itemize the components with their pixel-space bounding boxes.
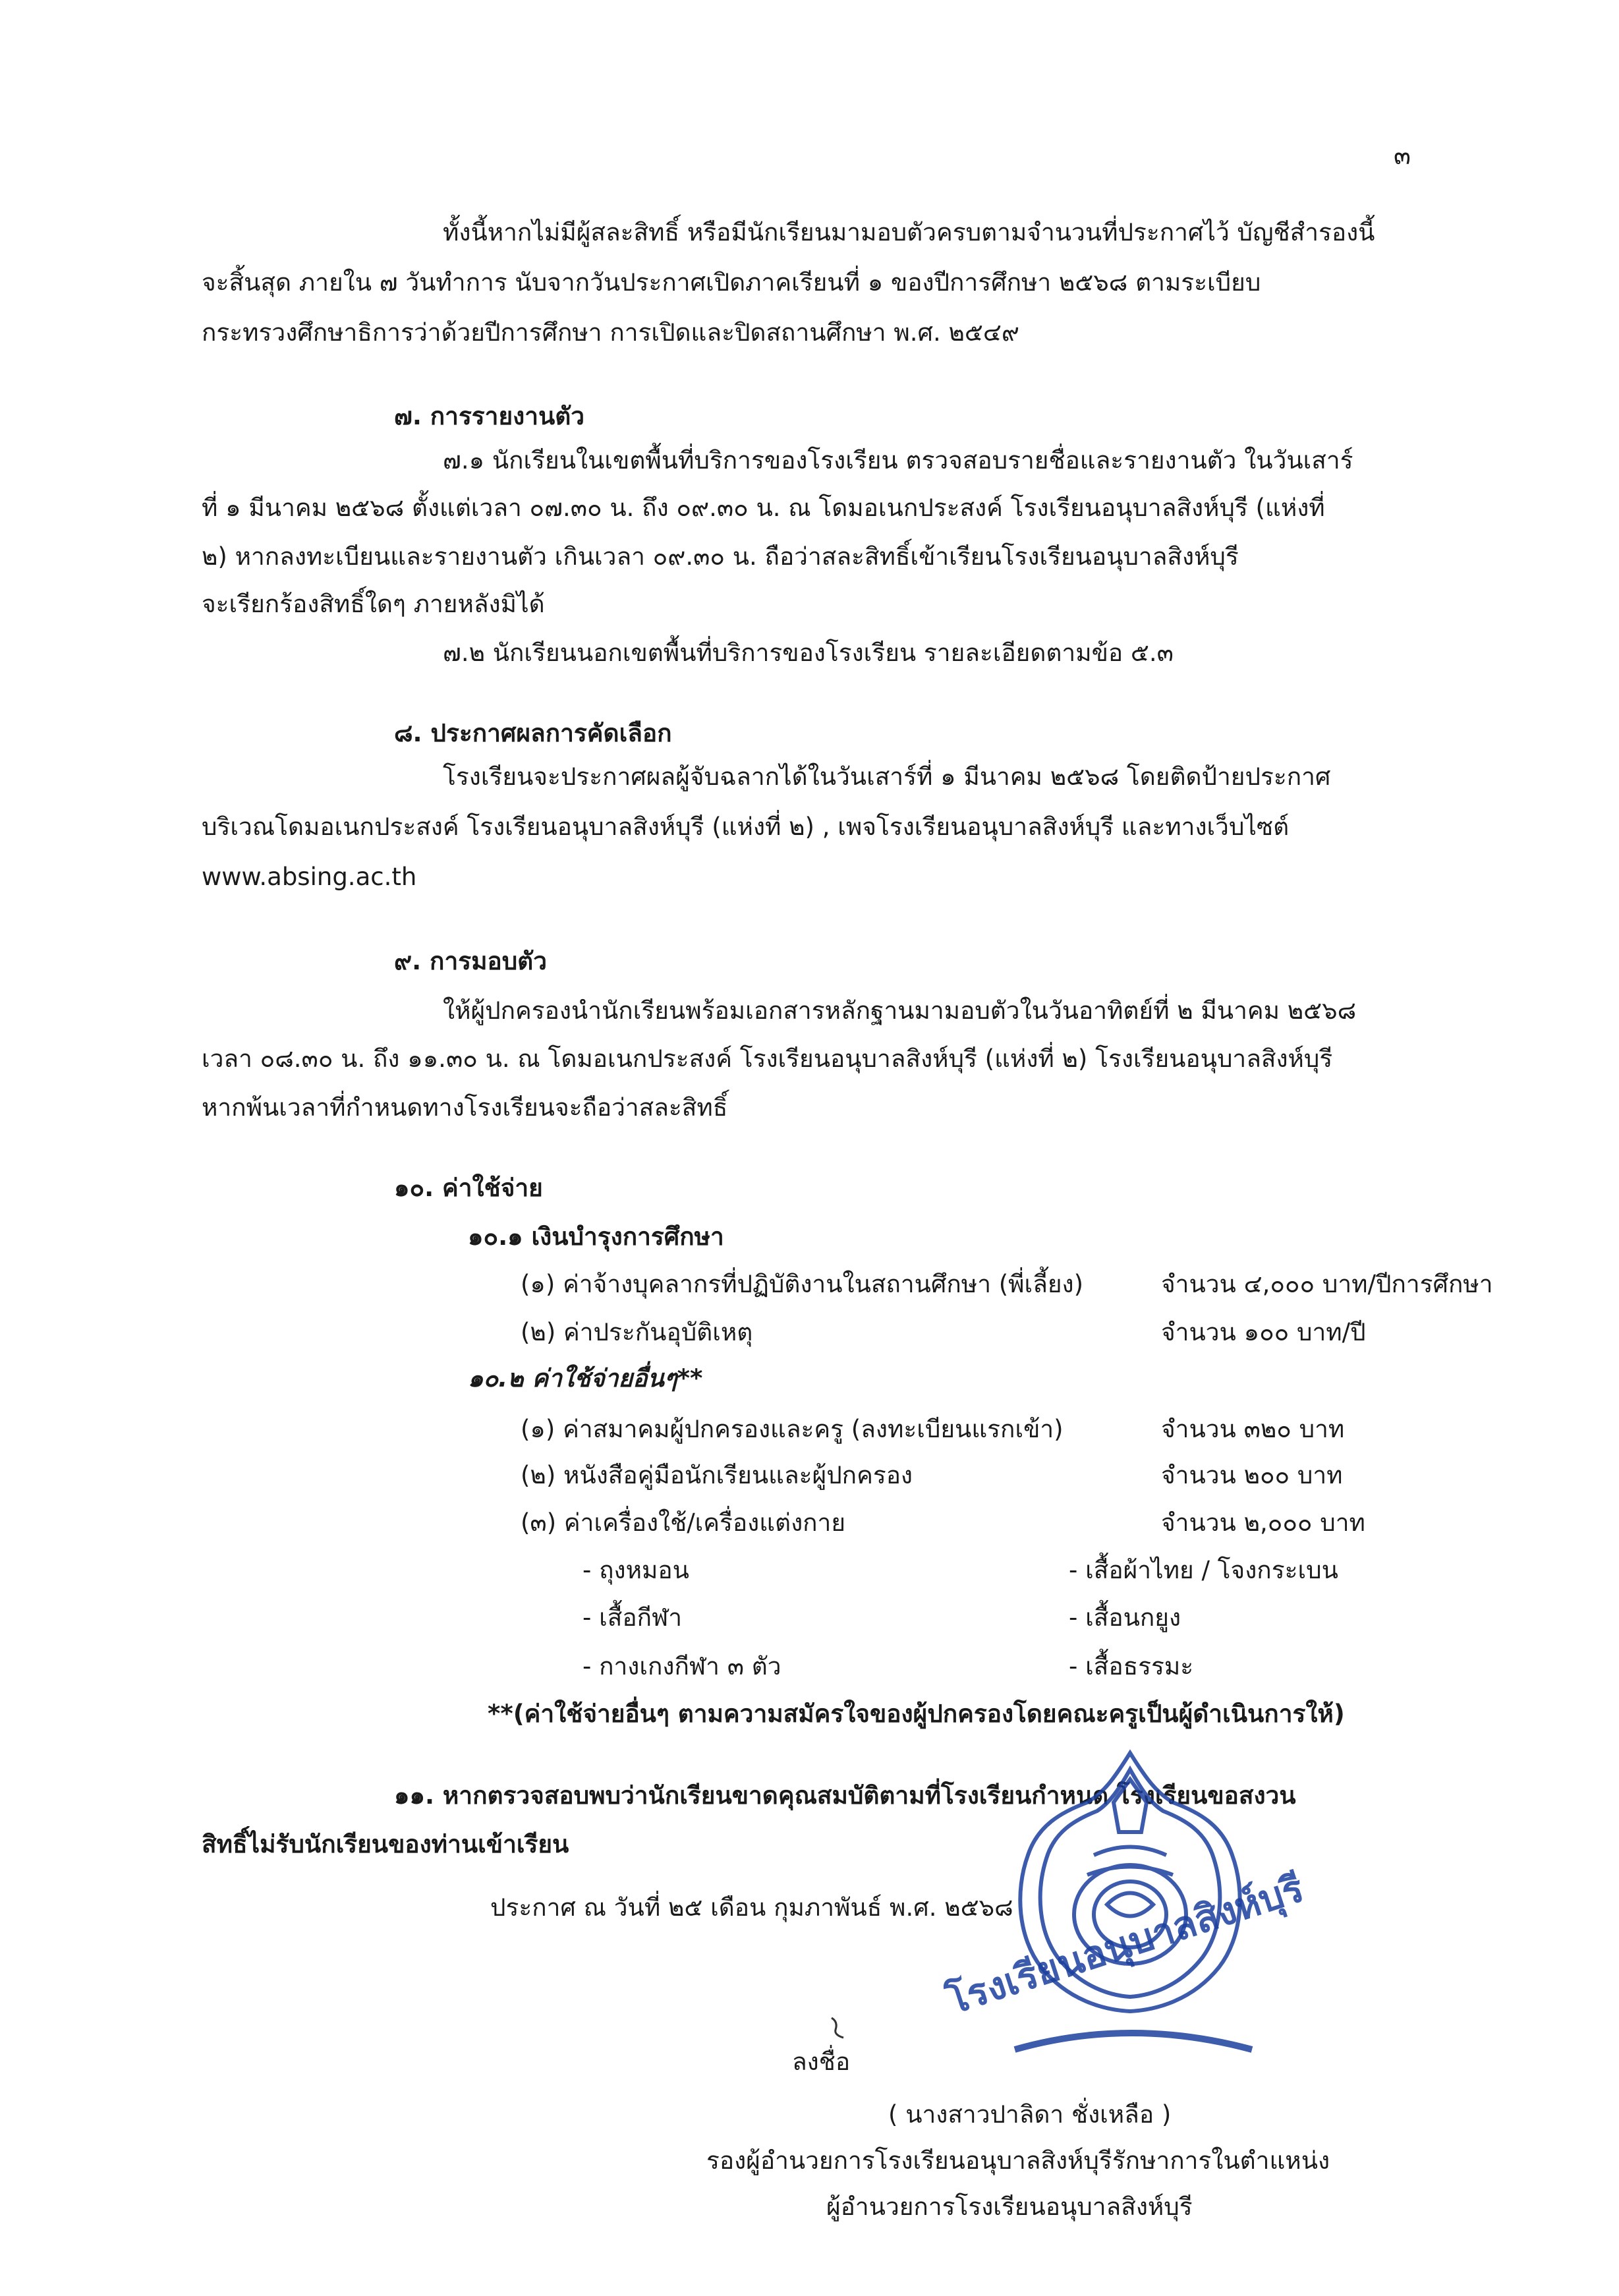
sec7-p1-line-4: จะเรียกร้องสิทธิ์ใดๆ ภายหลังมิได้ (202, 590, 545, 618)
sec10-2-item-1: (๑) ค่าสมาคมผู้ปกครองและครู (ลงทะเบียนแรกเข้า) (521, 1415, 1064, 1443)
sec10-1-item-2: (๒) ค่าประกันอุบัติเหตุ (521, 1318, 753, 1346)
signatory-title-line-2: ผู้อำนวยการโรงเรียนอนุบาลสิงห์บุรี (826, 2193, 1193, 2221)
sec8-line-1: โรงเรียนจะประกาศผลผู้จับฉลากได้ในวันเสาร์ที่ ๑ มีนาคม ๒๕๖๘ โดยติดป้ายประกาศ (443, 762, 1331, 791)
section-10-heading: ๑๐. ค่าใช้จ่าย (394, 1174, 543, 1202)
sec8-website: www.absing.ac.th (202, 863, 417, 891)
intro-line-3: กระทรวงศึกษาธิการว่าด้วยปีการศึกษา การเปิดและปิดสถานศึกษา พ.ศ. ๒๕๔๙ (202, 318, 1019, 347)
clothing-item-right-1: - เสื้อผ้าไทย / โจงกระเบน (1069, 1556, 1338, 1584)
signatory-name: ( นางสาวปาลิดา ชั่งเหลือ ) (888, 2100, 1172, 2129)
section-7-heading: ๗. การรายงานตัว (394, 402, 585, 430)
signature-mark (829, 2015, 849, 2042)
intro-line-1: ทั้งนี้หากไม่มีผู้สละสิทธิ์ หรือมีนักเรียนมามอบตัวครบตามจำนวนที่ประกาศไว้ บัญชีสำรองนี้ (443, 218, 1375, 246)
sec10-sub-2: ๑๐.๒ ค่าใช้จ่ายอื่นๆ** (468, 1364, 703, 1392)
seal-school-name: โรงเรียนอนุบาลสิงห์บุรี (941, 1865, 1309, 2023)
sec7-p2: ๗.๒ นักเรียนนอกเขตพื้นที่บริการของโรงเรียน รายละเอียดตามข้อ ๕.๓ (443, 639, 1174, 667)
section-8-heading: ๘. ประกาศผลการคัดเลือก (394, 719, 672, 747)
sec8-line-2: บริเวณโดมอเนกประสงค์ โรงเรียนอนุบาลสิงห์บุรี (แห่งที่ ๒) , เพจโรงเรียนอนุบาลสิงห์บุรี และทางเว็บไซต์ (202, 813, 1290, 841)
sec10-sub-1: ๑๐.๑ เงินบำรุงการศึกษา (468, 1222, 724, 1251)
sec10-2-item-3: (๓) ค่าเครื่องใช้/เครื่องแต่งกาย (521, 1508, 846, 1537)
announcement-date: ประกาศ ณ วันที่ ๒๕ เดือน กุมภาพันธ์ พ.ศ. ๒๕๖๘ (490, 1893, 1013, 1922)
optional-expenses-note: **(ค่าใช้จ่ายอื่นๆ ตามความสมัครใจของผู้ปกครองโดยคณะครูเป็นผู้ดำเนินการให้) (488, 1700, 1345, 1728)
sec11-line-2: สิทธิ์ไม่รับนักเรียนของท่านเข้าเรียน (202, 1830, 569, 1858)
page-number: ๓ (1394, 141, 1411, 170)
clothing-item-left-2: - เสื้อกีฬา (582, 1603, 683, 1632)
signature-label: ลงชื่อ (792, 2048, 851, 2076)
intro-line-2: จะสิ้นสุด ภายใน ๗ วันทำการ นับจากวันประกาศเปิดภาคเรียนที่ ๑ ของปีการศึกษา ๒๕๖๘ ตามระเบียบ (202, 268, 1261, 297)
sec10-1-item-2-amount: จำนวน ๑๐๐ บาท/ปี (1161, 1318, 1366, 1346)
sec9-line-1: ให้ผู้ปกครองนำนักเรียนพร้อมเอกสารหลักฐานมามอบตัวในวันอาทิตย์ที่ ๒ มีนาคม ๒๕๖๘ (443, 996, 1357, 1025)
sec10-2-item-1-amount: จำนวน ๓๒๐ บาท (1161, 1415, 1345, 1443)
sec9-line-2: เวลา ๐๘.๓๐ น. ถึง ๑๑.๓๐ น. ณ โดมอเนกประสงค์ โรงเรียนอนุบาลสิงห์บุรี (แห่งที่ ๒) โรงเรียนอนุบาลสิงห์บุรี (202, 1045, 1333, 1073)
sec10-1-item-1-amount: จำนวน ๔,๐๐๐ บาท/ปีการศึกษา (1161, 1270, 1493, 1298)
sec7-p1-line-2: ที่ ๑ มีนาคม ๒๕๖๘ ตั้งแต่เวลา ๐๗.๓๐ น. ถึง ๐๙.๓๐ น. ณ โดมอเนกประสงค์ โรงเรียนอนุบาลสิงห์บุรี (แห่งที่ (202, 494, 1325, 522)
section-9-heading: ๙. การมอบตัว (394, 947, 547, 975)
clothing-item-left-3: - กางเกงกีฬา ๓ ตัว (582, 1652, 781, 1680)
sec9-line-3: หากพ้นเวลาที่กำหนดทางโรงเรียนจะถือว่าสละสิทธิ์ (202, 1093, 728, 1122)
sec10-2-item-3-amount: จำนวน ๒,๐๐๐ บาท (1161, 1508, 1365, 1537)
signatory-title-line-1: รองผู้อำนวยการโรงเรียนอนุบาลสิงห์บุรีรักษาการในตำแหน่ง (706, 2146, 1330, 2175)
sec10-2-item-2-amount: จำนวน ๒๐๐ บาท (1161, 1461, 1343, 1489)
sec7-p1-line-3: ๒) หากลงทะเบียนและรายงานตัว เกินเวลา ๐๙.๓๐ น. ถือว่าสละสิทธิ์เข้าเรียนโรงเรียนอนุบาลสิงห์บุรี (202, 542, 1239, 571)
clothing-item-right-3: - เสื้อธรรมะ (1069, 1652, 1194, 1680)
sec11-line-1: ๑๑. หากตรวจสอบพบว่านักเรียนขาดคุณสมบัติตามที่โรงเรียนกำหนด โรงเรียนขอสงวน (394, 1781, 1296, 1810)
sec10-1-item-1: (๑) ค่าจ้างบุคลากรที่ปฏิบัติงานในสถานศึกษา (พี่เลี้ยง) (521, 1270, 1084, 1298)
sec10-2-item-2: (๒) หนังสือคู่มือนักเรียนและผู้ปกครอง (521, 1461, 913, 1489)
clothing-item-left-1: - ถุงหมอน (582, 1556, 689, 1584)
sec7-p1-line-1: ๗.๑ นักเรียนในเขตพื้นที่บริการของโรงเรียน ตรวจสอบรายชื่อและรายงานตัว ในวันเสาร์ (443, 446, 1353, 474)
clothing-item-right-2: - เสื้อนกยูง (1069, 1603, 1181, 1632)
